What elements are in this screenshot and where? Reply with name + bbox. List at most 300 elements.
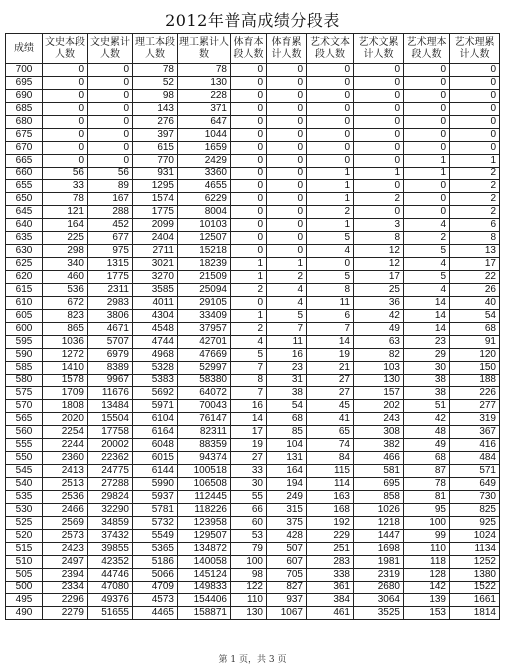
count-cell: 0 — [354, 180, 404, 193]
count-cell: 6229 — [178, 193, 231, 206]
count-cell: 0 — [450, 141, 500, 154]
count-cell: 0 — [231, 115, 267, 128]
count-cell: 4671 — [88, 322, 133, 335]
count-cell: 26 — [450, 283, 500, 296]
count-cell: 0 — [88, 64, 133, 77]
count-cell: 65 — [307, 426, 354, 439]
count-cell: 249 — [267, 490, 307, 503]
score-cell: 660 — [6, 167, 43, 180]
count-cell: 49 — [404, 439, 450, 452]
count-cell: 120 — [450, 348, 500, 361]
table-row — [6, 102, 500, 115]
count-cell: 0 — [450, 89, 500, 102]
score-cell: 525 — [6, 516, 43, 529]
count-cell: 17758 — [88, 426, 133, 439]
count-cell: 98 — [133, 89, 178, 102]
column-header: 成绩 — [6, 34, 43, 64]
count-cell: 91 — [450, 335, 500, 348]
count-cell: 0 — [88, 89, 133, 102]
count-cell: 0 — [404, 193, 450, 206]
count-cell: 367 — [450, 426, 500, 439]
count-cell: 2020 — [43, 413, 88, 426]
count-cell: 55 — [231, 490, 267, 503]
score-cell: 665 — [6, 154, 43, 167]
count-cell: 5937 — [133, 490, 178, 503]
count-cell: 202 — [354, 400, 404, 413]
count-cell: 154406 — [178, 594, 231, 607]
table-row — [6, 89, 500, 102]
count-cell: 4744 — [133, 335, 178, 348]
table-row — [6, 465, 500, 478]
count-cell: 0 — [307, 128, 354, 141]
count-cell: 68 — [404, 452, 450, 465]
count-cell: 0 — [43, 102, 88, 115]
count-cell: 0 — [267, 115, 307, 128]
count-cell: 81 — [404, 490, 450, 503]
count-cell: 22 — [450, 271, 500, 284]
count-cell: 0 — [404, 89, 450, 102]
count-cell: 0 — [450, 64, 500, 77]
count-cell: 1 — [404, 167, 450, 180]
count-cell: 39855 — [88, 542, 133, 555]
count-cell: 0 — [231, 64, 267, 77]
count-cell: 0 — [231, 89, 267, 102]
score-cell: 670 — [6, 141, 43, 154]
count-cell: 110 — [231, 594, 267, 607]
count-cell: 0 — [43, 89, 88, 102]
score-cell: 635 — [6, 232, 43, 245]
count-cell: 38 — [404, 387, 450, 400]
table-row — [6, 478, 500, 491]
count-cell: 1578 — [43, 374, 88, 387]
count-cell: 3525 — [354, 607, 404, 620]
count-cell: 2 — [450, 206, 500, 219]
column-header: 理工累计人数 — [178, 34, 231, 64]
count-cell: 2319 — [354, 568, 404, 581]
count-cell: 19 — [307, 348, 354, 361]
table-row — [6, 232, 500, 245]
count-cell: 60 — [231, 516, 267, 529]
score-cell: 560 — [6, 426, 43, 439]
count-cell: 1 — [307, 180, 354, 193]
count-cell: 2 — [404, 232, 450, 245]
count-cell: 0 — [43, 154, 88, 167]
count-cell: 1 — [267, 258, 307, 271]
score-cell: 690 — [6, 89, 43, 102]
count-cell: 14 — [307, 335, 354, 348]
count-cell: 1 — [231, 258, 267, 271]
count-cell: 25 — [354, 283, 404, 296]
count-cell: 2296 — [43, 594, 88, 607]
count-cell: 3021 — [133, 258, 178, 271]
count-cell: 229 — [307, 529, 354, 542]
count-cell: 0 — [307, 102, 354, 115]
count-cell: 0 — [231, 296, 267, 309]
count-cell: 0 — [307, 258, 354, 271]
count-cell: 461 — [307, 607, 354, 620]
score-cell: 640 — [6, 219, 43, 232]
count-cell: 15504 — [88, 413, 133, 426]
score-distribution-table — [5, 33, 500, 620]
count-cell: 11 — [267, 335, 307, 348]
count-cell: 0 — [267, 154, 307, 167]
count-cell: 94374 — [178, 452, 231, 465]
count-cell: 16 — [231, 400, 267, 413]
count-cell: 5707 — [88, 335, 133, 348]
count-cell: 188 — [450, 374, 500, 387]
count-cell: 140058 — [178, 555, 231, 568]
count-cell: 2680 — [354, 581, 404, 594]
count-cell: 4 — [404, 283, 450, 296]
count-cell: 17 — [354, 271, 404, 284]
count-cell: 4304 — [133, 309, 178, 322]
count-cell: 74 — [307, 439, 354, 452]
count-cell: 770 — [133, 154, 178, 167]
table-row — [6, 400, 500, 413]
count-cell: 27288 — [88, 478, 133, 491]
count-cell: 2244 — [43, 439, 88, 452]
count-cell: 56 — [88, 167, 133, 180]
count-cell: 4011 — [133, 296, 178, 309]
score-cell: 625 — [6, 258, 43, 271]
count-cell: 0 — [231, 154, 267, 167]
count-cell: 192 — [307, 516, 354, 529]
count-cell: 106508 — [178, 478, 231, 491]
count-cell: 677 — [88, 232, 133, 245]
score-cell: 590 — [6, 348, 43, 361]
count-cell: 277 — [450, 400, 500, 413]
count-cell: 452 — [88, 219, 133, 232]
count-cell: 0 — [307, 141, 354, 154]
count-cell: 14 — [404, 296, 450, 309]
count-cell: 384 — [307, 594, 354, 607]
count-cell: 1522 — [450, 581, 500, 594]
count-cell: 79 — [231, 542, 267, 555]
count-cell: 3064 — [354, 594, 404, 607]
count-cell: 1574 — [133, 193, 178, 206]
count-cell: 0 — [354, 76, 404, 89]
count-cell: 42 — [404, 413, 450, 426]
table-row — [6, 374, 500, 387]
count-cell: 1295 — [133, 180, 178, 193]
count-cell: 1698 — [354, 542, 404, 555]
count-cell: 1 — [231, 309, 267, 322]
count-cell: 49 — [354, 322, 404, 335]
table-row — [6, 76, 500, 89]
count-cell: 2 — [354, 193, 404, 206]
count-cell: 1218 — [354, 516, 404, 529]
score-cell: 520 — [6, 529, 43, 542]
score-cell: 615 — [6, 283, 43, 296]
score-cell: 495 — [6, 594, 43, 607]
count-cell: 40 — [450, 296, 500, 309]
count-cell: 0 — [88, 128, 133, 141]
count-cell: 225 — [43, 232, 88, 245]
count-cell: 24775 — [88, 465, 133, 478]
count-cell: 36 — [354, 296, 404, 309]
count-cell: 2254 — [43, 426, 88, 439]
count-cell: 0 — [267, 141, 307, 154]
count-cell: 308 — [354, 426, 404, 439]
count-cell: 5186 — [133, 555, 178, 568]
table-row — [6, 581, 500, 594]
score-cell: 695 — [6, 76, 43, 89]
count-cell: 0 — [267, 64, 307, 77]
count-cell: 7 — [307, 322, 354, 335]
table-row — [6, 64, 500, 77]
table-row — [6, 245, 500, 258]
count-cell: 615 — [133, 141, 178, 154]
count-cell: 4968 — [133, 348, 178, 361]
count-cell: 63 — [354, 335, 404, 348]
count-cell: 78 — [43, 193, 88, 206]
count-cell: 647 — [178, 115, 231, 128]
count-cell: 4 — [404, 258, 450, 271]
count-cell: 8389 — [88, 361, 133, 374]
count-cell: 536 — [43, 283, 88, 296]
table-row — [6, 555, 500, 568]
count-cell: 251 — [307, 542, 354, 555]
count-cell: 0 — [404, 128, 450, 141]
count-cell: 1 — [404, 154, 450, 167]
count-cell: 2334 — [43, 581, 88, 594]
count-cell: 37957 — [178, 322, 231, 335]
count-cell: 1067 — [267, 607, 307, 620]
count-cell: 0 — [231, 193, 267, 206]
count-cell: 143 — [133, 102, 178, 115]
count-cell: 158871 — [178, 607, 231, 620]
score-cell: 585 — [6, 361, 43, 374]
count-cell: 14 — [231, 413, 267, 426]
count-cell: 52 — [133, 76, 178, 89]
count-cell: 2513 — [43, 478, 88, 491]
count-cell: 288 — [88, 206, 133, 219]
count-cell: 0 — [267, 89, 307, 102]
count-cell: 6 — [307, 309, 354, 322]
count-cell: 129507 — [178, 529, 231, 542]
count-cell: 2423 — [43, 542, 88, 555]
count-cell: 0 — [231, 219, 267, 232]
count-cell: 0 — [404, 141, 450, 154]
count-cell: 607 — [267, 555, 307, 568]
table-row — [6, 490, 500, 503]
count-cell: 730 — [450, 490, 500, 503]
count-cell: 153 — [404, 607, 450, 620]
count-cell: 38 — [404, 374, 450, 387]
count-cell: 5365 — [133, 542, 178, 555]
count-cell: 1 — [354, 167, 404, 180]
count-cell: 0 — [231, 180, 267, 193]
count-cell: 276 — [133, 115, 178, 128]
count-cell: 0 — [231, 128, 267, 141]
count-cell: 29 — [404, 348, 450, 361]
count-cell: 33 — [43, 180, 88, 193]
count-cell: 6104 — [133, 413, 178, 426]
table-row — [6, 542, 500, 555]
count-cell: 49376 — [88, 594, 133, 607]
count-cell: 37432 — [88, 529, 133, 542]
count-cell: 7 — [231, 361, 267, 374]
count-cell: 13 — [450, 245, 500, 258]
count-cell: 89 — [88, 180, 133, 193]
count-cell: 0 — [354, 154, 404, 167]
count-cell: 130 — [178, 76, 231, 89]
count-cell: 64072 — [178, 387, 231, 400]
count-cell: 0 — [88, 154, 133, 167]
table-row — [6, 271, 500, 284]
table-row — [6, 258, 500, 271]
count-cell: 17 — [231, 426, 267, 439]
count-cell: 0 — [404, 206, 450, 219]
table-row — [6, 206, 500, 219]
count-cell: 70043 — [178, 400, 231, 413]
count-cell: 823 — [43, 309, 88, 322]
count-cell: 131 — [267, 452, 307, 465]
count-cell: 1134 — [450, 542, 500, 555]
count-cell: 0 — [267, 76, 307, 89]
score-cell: 490 — [6, 607, 43, 620]
table-row — [6, 426, 500, 439]
count-cell: 87 — [404, 465, 450, 478]
count-cell: 168 — [307, 503, 354, 516]
count-cell: 375 — [267, 516, 307, 529]
table-row — [6, 529, 500, 542]
count-cell: 4573 — [133, 594, 178, 607]
score-cell: 540 — [6, 478, 43, 491]
count-cell: 2983 — [88, 296, 133, 309]
score-cell: 515 — [6, 542, 43, 555]
count-cell: 2099 — [133, 219, 178, 232]
count-cell: 194 — [267, 478, 307, 491]
table-row — [6, 568, 500, 581]
count-cell: 0 — [450, 128, 500, 141]
count-cell: 7 — [231, 387, 267, 400]
count-cell: 58380 — [178, 374, 231, 387]
count-cell: 34859 — [88, 516, 133, 529]
count-cell: 142 — [404, 581, 450, 594]
count-cell: 104 — [267, 439, 307, 452]
count-cell: 371 — [178, 102, 231, 115]
count-cell: 931 — [133, 167, 178, 180]
count-cell: 13484 — [88, 400, 133, 413]
count-cell: 0 — [267, 206, 307, 219]
page-title: 2012年普高成绩分段表 — [165, 11, 340, 30]
count-cell: 44746 — [88, 568, 133, 581]
count-cell: 21 — [307, 361, 354, 374]
table-row — [6, 128, 500, 141]
count-cell: 9967 — [88, 374, 133, 387]
count-cell: 2466 — [43, 503, 88, 516]
count-cell: 0 — [267, 128, 307, 141]
count-cell: 6 — [450, 219, 500, 232]
count-cell: 0 — [231, 167, 267, 180]
count-cell: 12 — [354, 258, 404, 271]
count-cell: 54 — [450, 309, 500, 322]
count-cell: 23 — [267, 361, 307, 374]
count-cell: 1659 — [178, 141, 231, 154]
score-cell: 510 — [6, 555, 43, 568]
count-cell: 0 — [354, 64, 404, 77]
count-cell: 3360 — [178, 167, 231, 180]
count-cell: 0 — [307, 115, 354, 128]
count-cell: 0 — [307, 76, 354, 89]
table-row — [6, 309, 500, 322]
count-cell: 6015 — [133, 452, 178, 465]
count-cell: 5383 — [133, 374, 178, 387]
count-cell: 4 — [231, 335, 267, 348]
count-cell: 150 — [450, 361, 500, 374]
count-cell: 2 — [450, 193, 500, 206]
count-cell: 298 — [43, 245, 88, 258]
count-cell: 1775 — [133, 206, 178, 219]
count-cell: 1 — [307, 193, 354, 206]
count-cell: 0 — [450, 76, 500, 89]
table-row — [6, 387, 500, 400]
table-row — [6, 167, 500, 180]
score-cell: 500 — [6, 581, 43, 594]
count-cell: 123958 — [178, 516, 231, 529]
count-cell: 1044 — [178, 128, 231, 141]
count-cell: 3806 — [88, 309, 133, 322]
count-cell: 0 — [88, 76, 133, 89]
column-header: 艺术文累计人数 — [354, 34, 404, 64]
count-cell: 95 — [404, 503, 450, 516]
count-cell: 1036 — [43, 335, 88, 348]
count-cell: 0 — [43, 76, 88, 89]
count-cell: 7 — [267, 322, 307, 335]
score-cell: 575 — [6, 387, 43, 400]
count-cell: 4465 — [133, 607, 178, 620]
score-cell: 530 — [6, 503, 43, 516]
table-row — [6, 296, 500, 309]
count-cell: 5 — [404, 245, 450, 258]
count-cell: 858 — [354, 490, 404, 503]
score-cell: 645 — [6, 206, 43, 219]
count-cell: 33 — [231, 465, 267, 478]
count-cell: 2573 — [43, 529, 88, 542]
count-cell: 865 — [43, 322, 88, 335]
count-cell: 134872 — [178, 542, 231, 555]
count-cell: 27 — [231, 452, 267, 465]
column-header: 体育本段人数 — [231, 34, 267, 64]
count-cell: 0 — [404, 102, 450, 115]
score-cell: 595 — [6, 335, 43, 348]
table-row — [6, 413, 500, 426]
count-cell: 827 — [267, 581, 307, 594]
count-cell: 85 — [267, 426, 307, 439]
count-cell: 0 — [404, 115, 450, 128]
count-cell: 21509 — [178, 271, 231, 284]
count-cell: 4655 — [178, 180, 231, 193]
count-cell: 0 — [88, 102, 133, 115]
count-cell: 11 — [307, 296, 354, 309]
score-cell: 550 — [6, 452, 43, 465]
count-cell: 42701 — [178, 335, 231, 348]
count-cell: 228 — [178, 89, 231, 102]
count-cell: 14 — [404, 322, 450, 335]
score-cell: 650 — [6, 193, 43, 206]
count-cell: 695 — [354, 478, 404, 491]
column-header: 文史累计人数 — [88, 34, 133, 64]
count-cell: 20002 — [88, 439, 133, 452]
column-header: 艺术理累计人数 — [450, 34, 500, 64]
count-cell: 12 — [354, 245, 404, 258]
count-cell: 2413 — [43, 465, 88, 478]
count-cell: 157 — [354, 387, 404, 400]
count-cell: 340 — [43, 258, 88, 271]
count-cell: 0 — [354, 115, 404, 128]
count-cell: 100 — [231, 555, 267, 568]
